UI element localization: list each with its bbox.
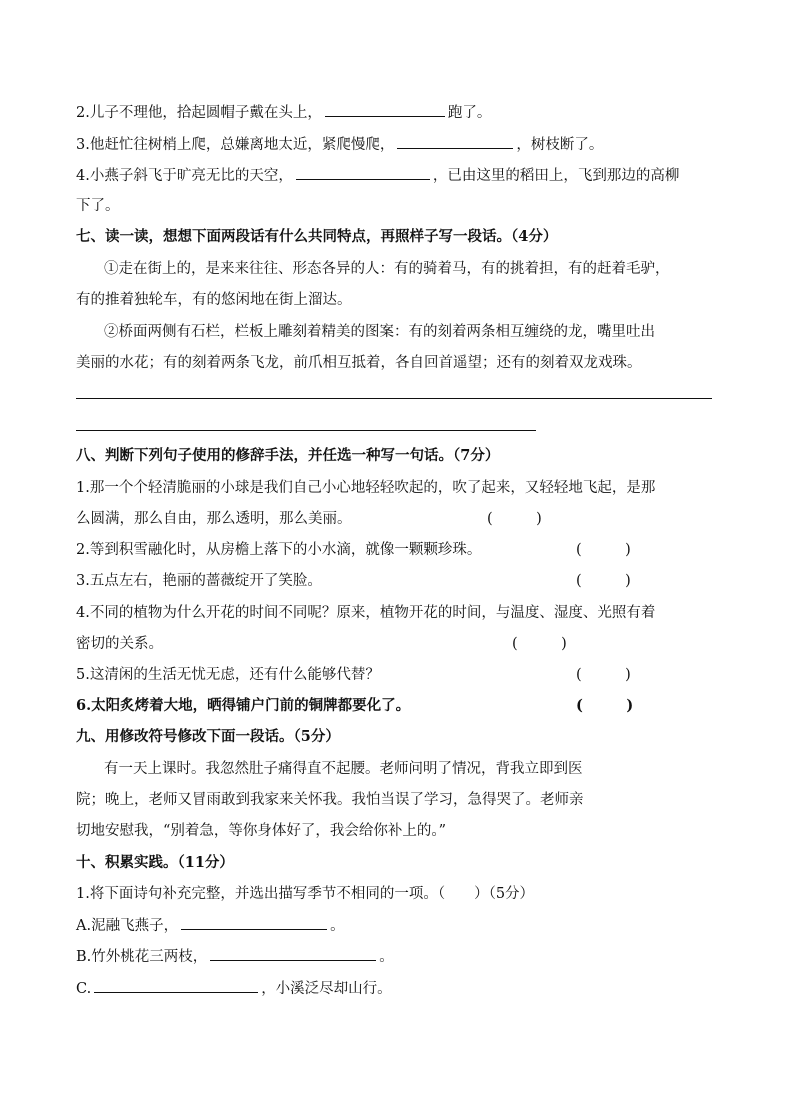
- s6-q4: [76, 165, 679, 186]
- s10-b-tail: 。: [379, 949, 394, 965]
- s9-line2: 院；晚上，老师又冒雨敢到我家来关怀我。我怕当误了学习，急得哭了。老师亲: [76, 792, 584, 808]
- s8-q3: 3.五点左右，艳丽的蔷薇绽开了笑脸。: [76, 573, 322, 589]
- section9-title: 九、用修改符号修改下面一段话。（5分）: [76, 728, 340, 745]
- answer-paren[interactable]: ( ): [576, 573, 631, 589]
- s6-q4-text: 4.小燕子斜飞于旷亮无比的天空，: [76, 168, 293, 184]
- answer-blank[interactable]: [325, 102, 445, 117]
- s10-b-text: B.竹外桃花三两枝，: [76, 949, 208, 965]
- s6-q4-tail: ，已由这里的稻田上，飞到那边的高柳: [432, 168, 680, 184]
- answer-paren[interactable]: ( ): [576, 542, 631, 558]
- s7-p1-line1: ①走在街上的，是来来往往、形态各异的人：有的骑着马，有的挑着担，有的赶着毛驴，: [104, 261, 670, 277]
- s6-q3: [76, 134, 603, 155]
- s8-q4-line2: 密切的关系。: [76, 636, 163, 652]
- answer-blank[interactable]: [296, 165, 430, 180]
- s10-c-text: C.: [76, 981, 92, 997]
- s6-q2-text: 2.儿子不理他，拾起圆帽子戴在头上，: [76, 105, 322, 121]
- s8-q1-line2: 么圆满，那么自由，那么透明，那么美丽。: [76, 511, 352, 527]
- s6-q3-tail: ，树枝断了。: [516, 137, 604, 153]
- s8-q2: 2.等到积雪融化时，从房檐上落下的小水滴，就像一颗颗珍珠。: [76, 542, 482, 558]
- s10-a: [76, 915, 345, 936]
- s8-q6: 6.太阳炙烤着大地，晒得铺户门前的铜牌都要化了。: [76, 697, 411, 714]
- writing-line[interactable]: [76, 398, 712, 399]
- s10-a-text: A.泥融飞燕子，: [76, 918, 179, 934]
- section7-title: 七、读一读，想想下面两段话有什么共同特点，再照样子写一段话。（4分）: [76, 228, 558, 245]
- s9-line1: 有一天上课时。我忽然肚子痛得直不起腰。老师问明了情况，背我立即到医: [104, 761, 583, 777]
- s10-c: [76, 978, 392, 999]
- s10-c-tail: ，小溪泛尽却山行。: [261, 981, 392, 997]
- s7-p1-line2: 有的推着独轮车，有的悠闲地在街上溜达。: [76, 292, 352, 308]
- s10-a-tail: 。: [330, 918, 345, 934]
- section8-title: 八、判断下列句子使用的修辞手法，并任选一种写一句话。（7分）: [76, 447, 500, 464]
- s6-q3-text: 3.他赶忙往树梢上爬，总嫌离地太近，紧爬慢爬，: [76, 137, 395, 153]
- answer-blank[interactable]: [397, 134, 513, 149]
- s6-q4-cont: 下了。: [76, 198, 120, 214]
- s9-line3: 切地安慰我，“别着急，等你身体好了，我会给你补上的。”: [76, 823, 447, 839]
- answer-paren[interactable]: ( ): [487, 511, 542, 527]
- answer-paren[interactable]: ( ): [512, 636, 567, 652]
- s10-q1: 1.将下面诗句补充完整，并选出描写季节不相同的一项。（ ）（5分）: [76, 886, 535, 902]
- answer-blank[interactable]: [210, 946, 376, 961]
- section10-title: 十、积累实践。（11分）: [76, 854, 234, 871]
- answer-blank[interactable]: [181, 915, 327, 930]
- s8-q4-line1: 4.不同的植物为什么开花的时间不同呢？原来，植物开花的时间，与温度、湿度、光照有着: [76, 605, 656, 621]
- answer-paren[interactable]: ( ): [576, 667, 631, 683]
- s7-p2-line1: ②桥面两侧有石栏，栏板上雕刻着精美的图案：有的刻着两条相互缠绕的龙，嘴里吐出: [104, 324, 655, 340]
- s8-q1-line1: 1.那一个个轻清脆丽的小球是我们自己小心地轻轻吹起的，吹了起来，又轻轻地飞起，是那: [76, 480, 656, 496]
- s6-q2: [76, 102, 491, 123]
- s8-q5: 5.这清闲的生活无忧无虑，还有什么能够代替？: [76, 667, 380, 683]
- s7-p2-line2: 美丽的水花；有的刻着两条飞龙，前爪相互抵着，各自回首遥望；还有的刻着双龙戏珠。: [76, 355, 642, 371]
- s6-q2-tail: 跑了。: [447, 105, 492, 121]
- writing-line[interactable]: [76, 430, 536, 431]
- answer-blank[interactable]: [94, 978, 258, 993]
- answer-paren[interactable]: ( ): [576, 697, 634, 714]
- s10-b: [76, 946, 394, 967]
